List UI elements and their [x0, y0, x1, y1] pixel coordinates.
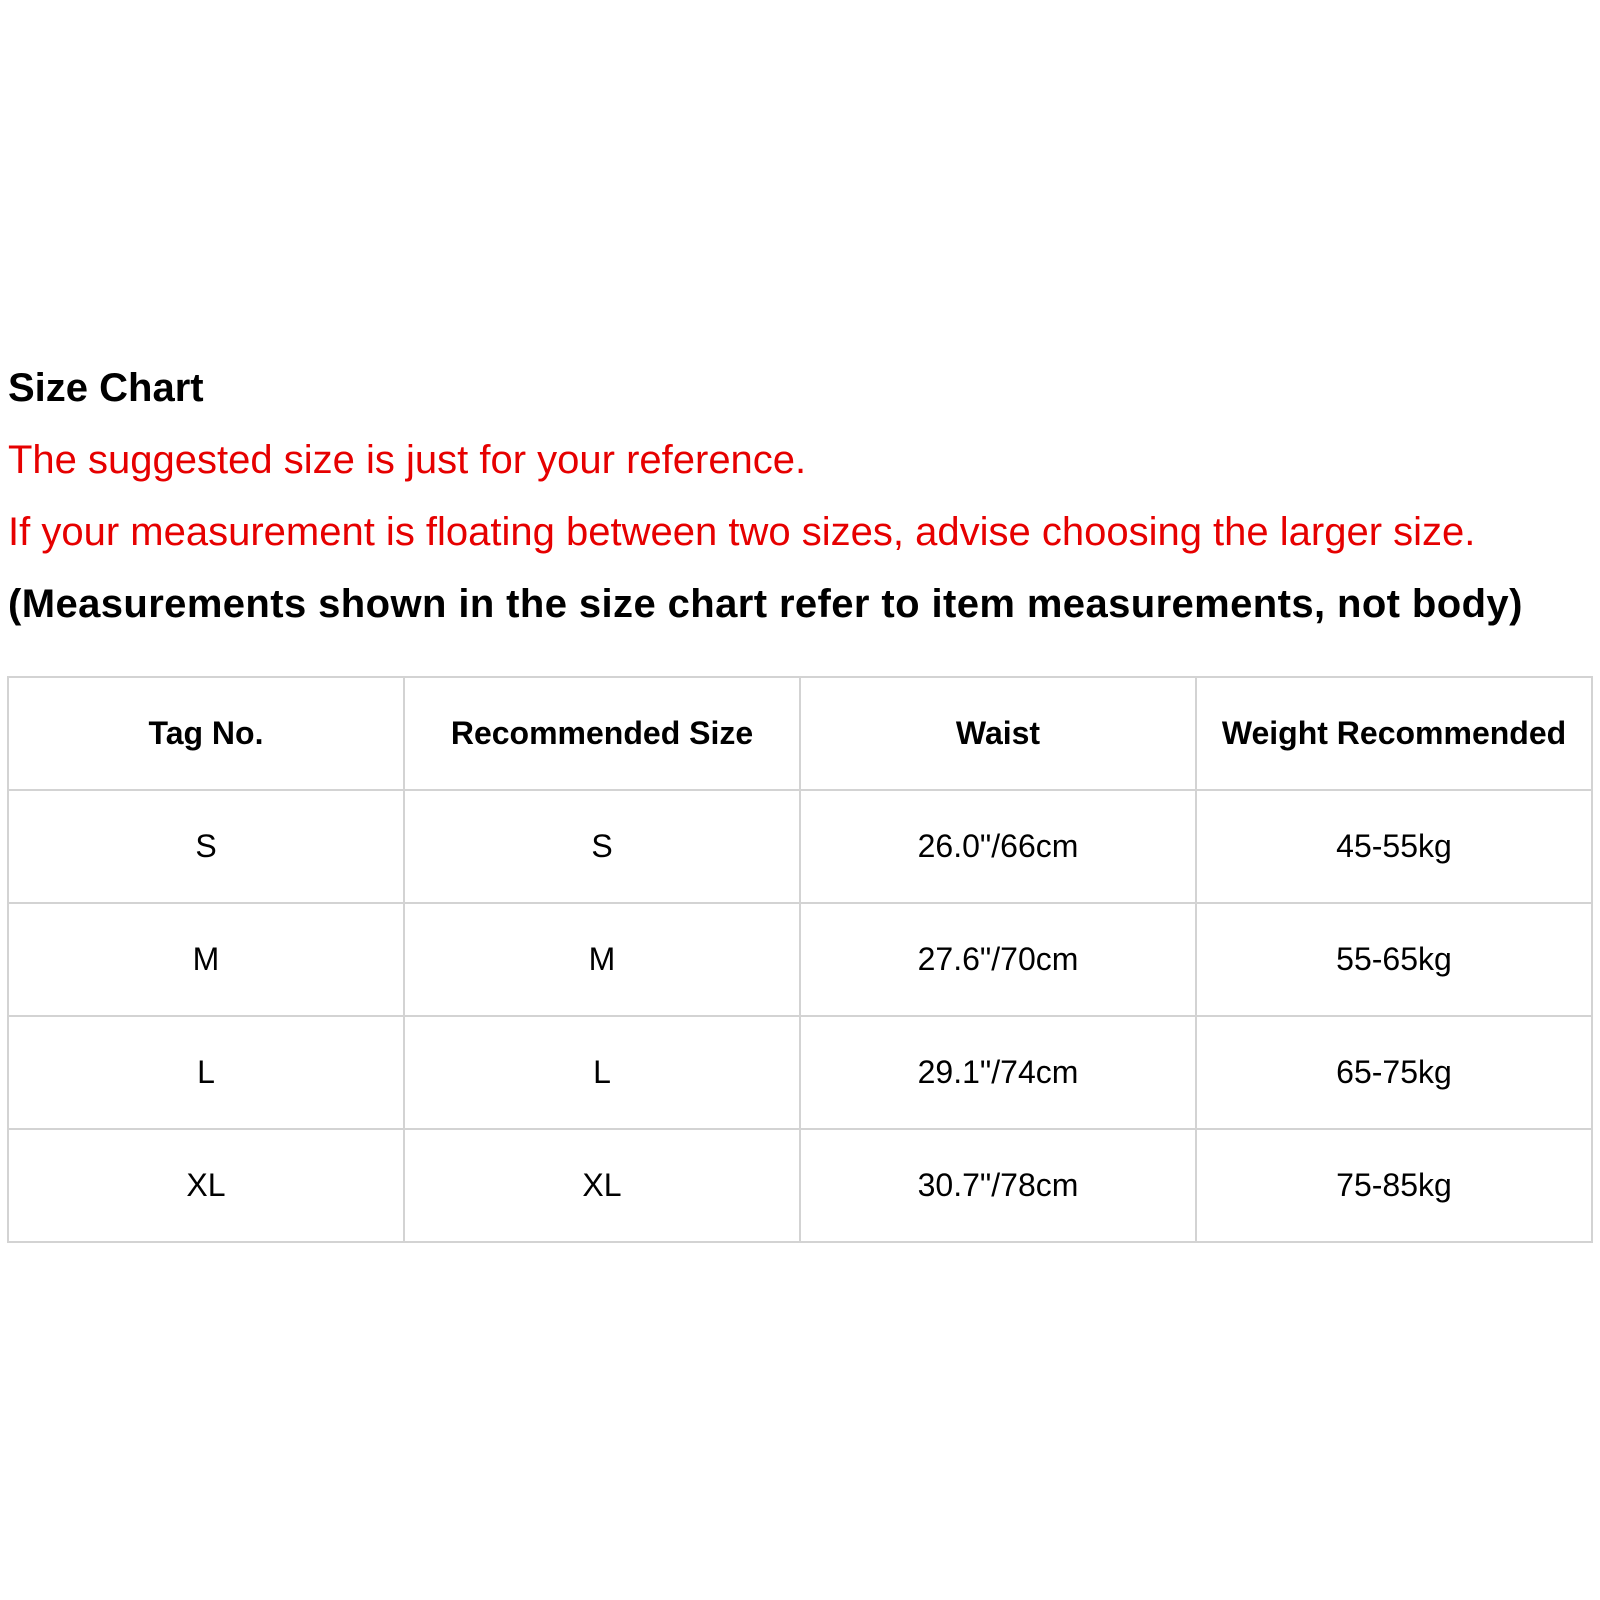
cell-weight: 45-55kg — [1196, 790, 1592, 903]
cell-waist: 29.1"/74cm — [800, 1016, 1196, 1129]
size-table — [7, 676, 1593, 1243]
cell-recommended-size: S — [404, 790, 800, 903]
cell-recommended-size: L — [404, 1016, 800, 1129]
page-title: Size Chart — [8, 366, 204, 410]
cell-recommended-size: XL — [404, 1129, 800, 1242]
cell-tag-no: M — [8, 903, 404, 1016]
cell-weight: 55-65kg — [1196, 903, 1592, 1016]
table-header-row — [8, 677, 1592, 790]
cell-tag-no: XL — [8, 1129, 404, 1242]
size-chart-header — [8, 368, 1598, 624]
header-waist: Waist — [800, 677, 1196, 790]
table-row — [8, 1129, 1592, 1242]
cell-tag-no: S — [8, 790, 404, 903]
cell-weight: 65-75kg — [1196, 1016, 1592, 1129]
header-recommended-size: Recommended Size — [404, 677, 800, 790]
table-row — [8, 790, 1592, 903]
cell-waist: 26.0"/66cm — [800, 790, 1196, 903]
measurement-disclaimer: (Measurements shown in the size chart refer to item measurements, not body) — [8, 582, 1523, 626]
table-row — [8, 1016, 1592, 1129]
table-row — [8, 903, 1592, 1016]
header-weight-recommended: Weight Recommended — [1196, 677, 1592, 790]
cell-weight: 75-85kg — [1196, 1129, 1592, 1242]
reference-note: The suggested size is just for your reference. — [8, 438, 807, 482]
header-tag-no: Tag No. — [8, 677, 404, 790]
cell-waist: 30.7"/78cm — [800, 1129, 1196, 1242]
cell-tag-no: L — [8, 1016, 404, 1129]
cell-waist: 27.6"/70cm — [800, 903, 1196, 1016]
cell-recommended-size: M — [404, 903, 800, 1016]
sizing-advice-note: If your measurement is floating between two sizes, advise choosing the larger size. — [8, 510, 1476, 554]
